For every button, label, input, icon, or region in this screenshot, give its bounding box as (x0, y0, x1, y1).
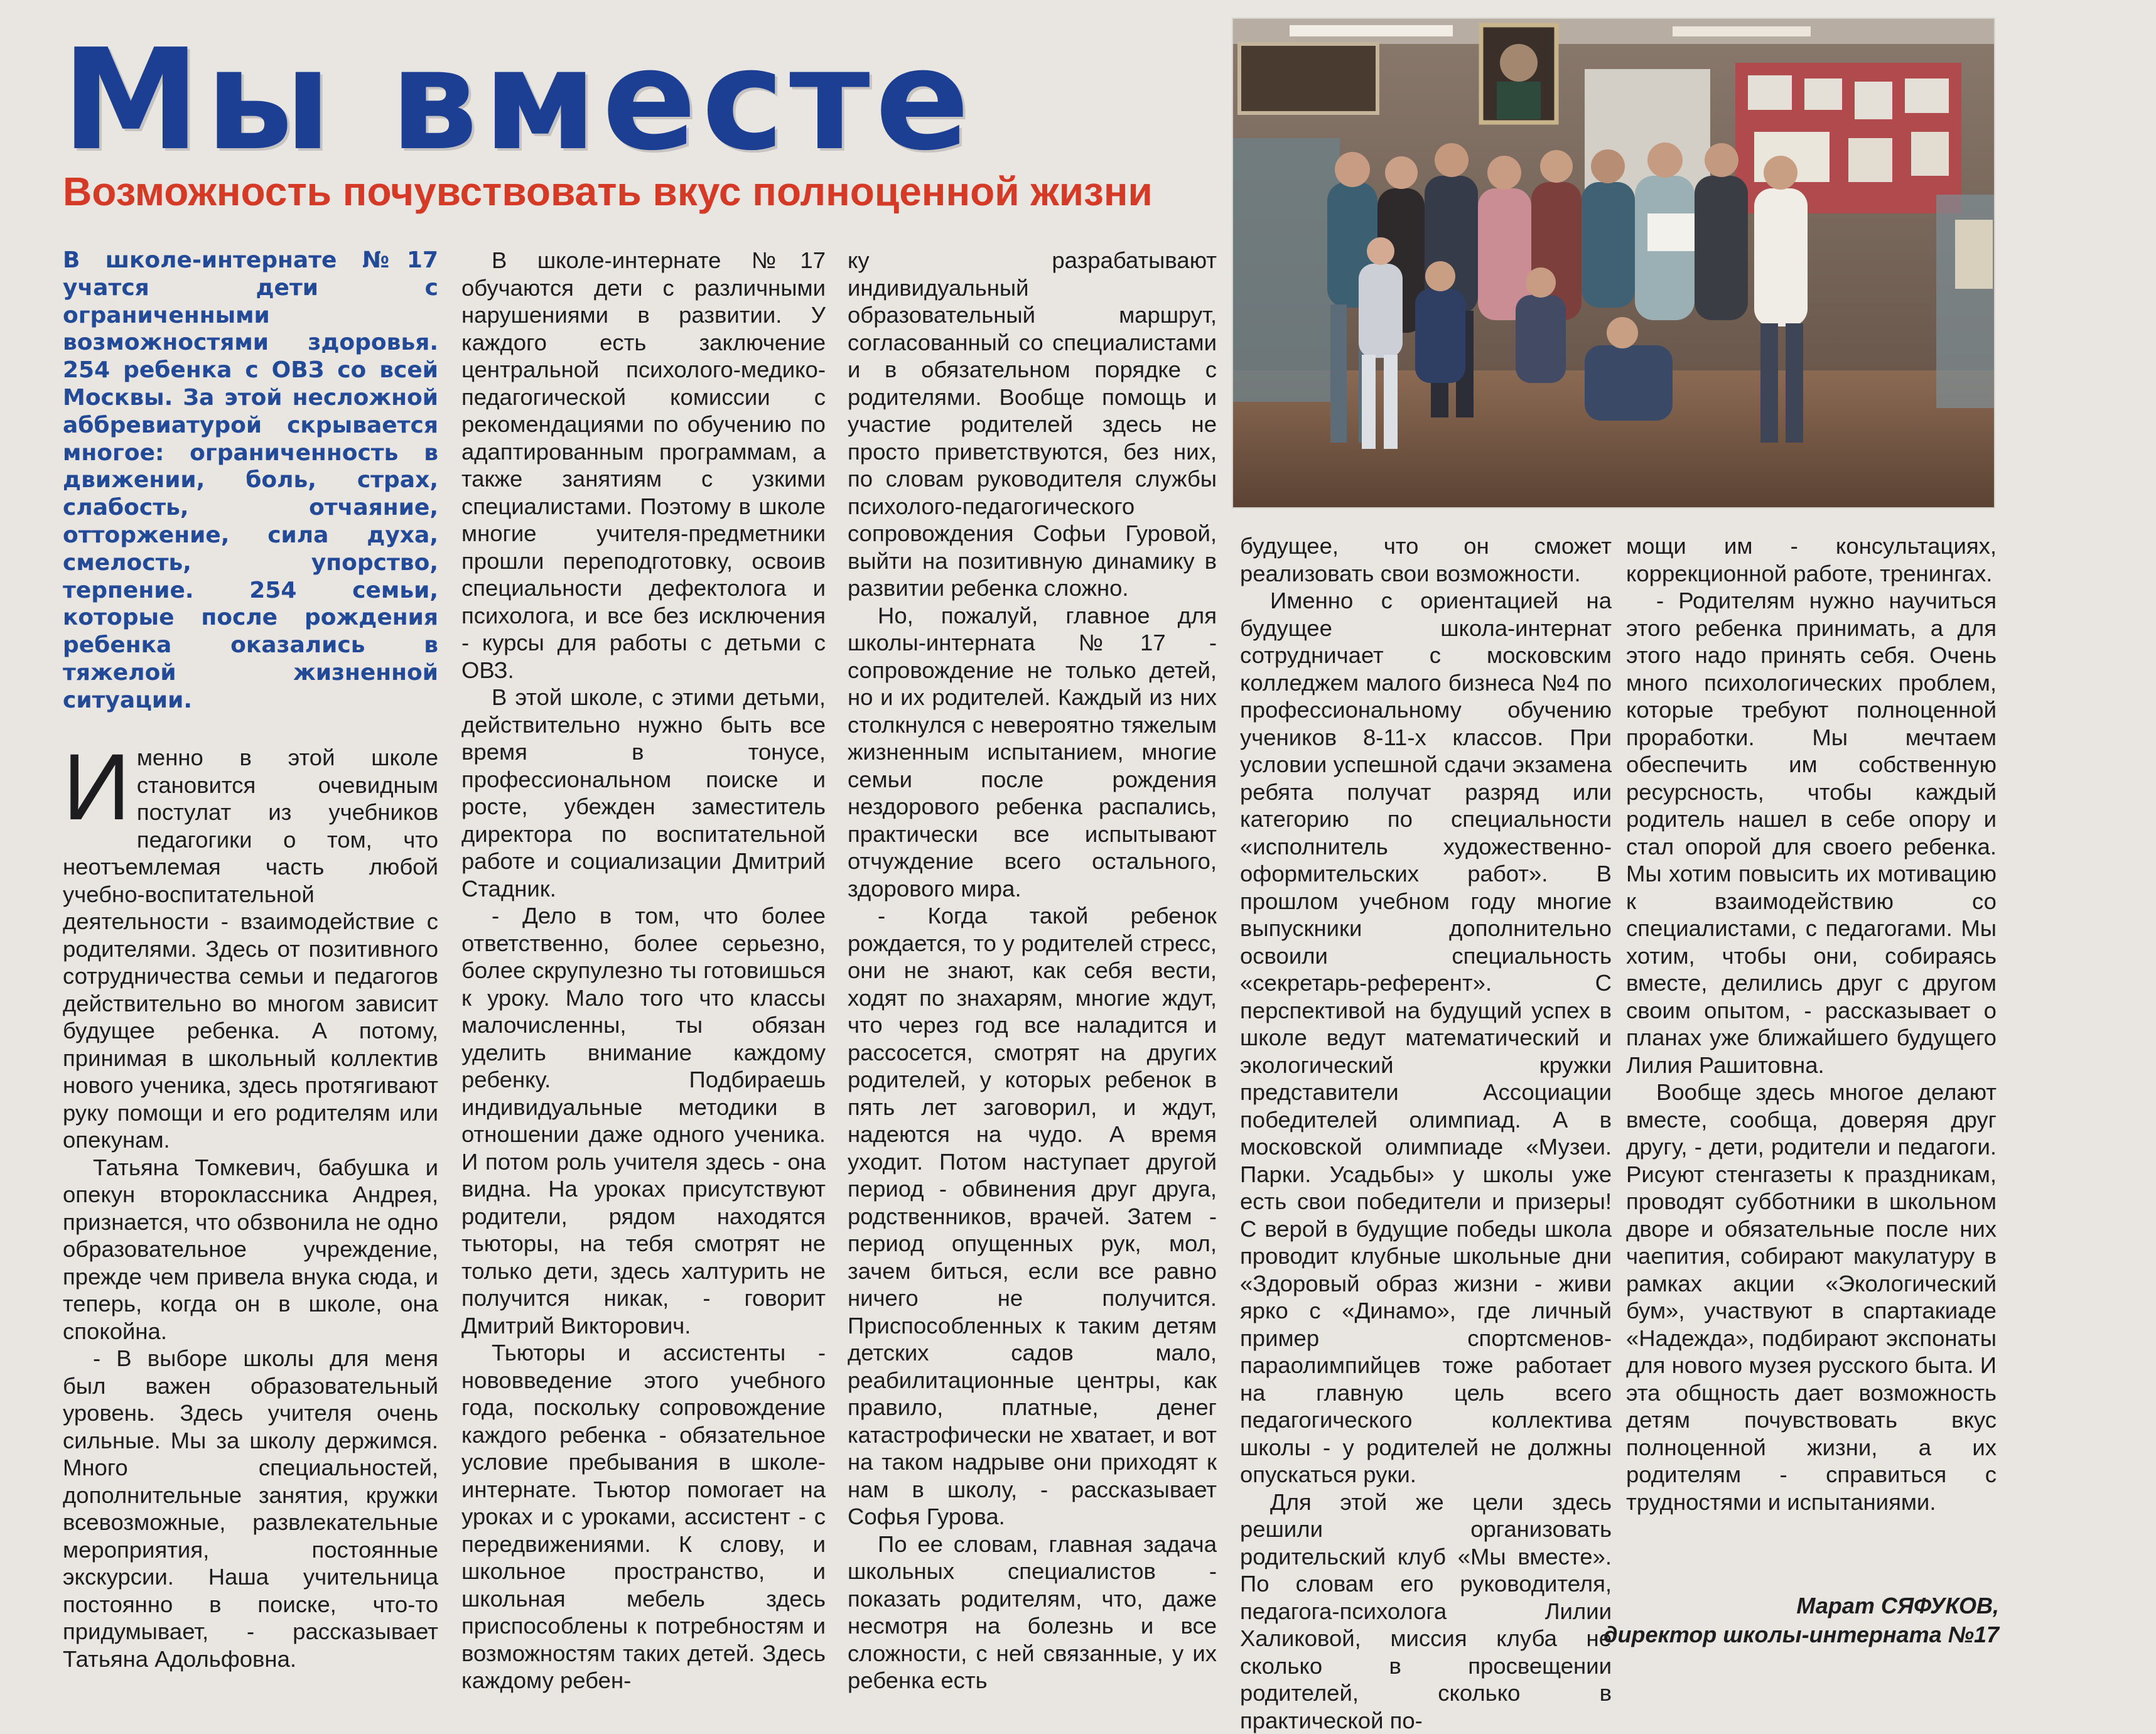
column-2-paragraph-4: Тьюторы и ассистенты - нововведение этого учебного года, поскольку сопровождение каждого ребенка - обязательное условие пребывания в школе-интернате. Тьютор помогает на уроках и с уроками, ассистент - с передвижениями. К слову, и школьное пространство, и школьная мебель здесь приспособлены к потребностям и возможностям таких детей. Здесь каждому ребен- (461, 1339, 826, 1694)
column-4 (1240, 532, 1612, 1734)
column-2-paragraph-3: - Дело в том, что более ответственно, более серьезно, более скрупулезно ты готовишься к уроку. Мало того что классы малочисленны, ты обязан уделить внимание каждому ребенку. Подбираешь индивидуальные методики в отношении даже одного ученика. И потом роль учителя здесь - она видна. На уроках присутствуют родители, рядом находятся тьюторы, на тебя смотрят не только дети, здесь халтурить не получится никак, - говорит Дмитрий Викторович. (461, 902, 826, 1339)
column-1-paragraph-1 (63, 744, 438, 1154)
drop-cap: И (63, 746, 131, 827)
column-1-paragraph-3: - В выборе школы для меня был важен образовательный уровень. Здесь учителя очень сильные. Мы за школу держимся. Много специальностей, дополнительные занятия, кружки всевозможные, развлекательные мероприятия, постоянные экскурсии. Наша учительница постоянно в поиске, что-то придумывает, - рассказывает Татьяна Адольфовна. (63, 1345, 438, 1672)
lead-paragraph: В школе-интернате №17 учатся дети с ограниченными возможностями здоровья. 254 ребенка с ОВЗ со всей Москвы. За этой несложной аббревиатурой скрывается многое: ограниченность в движении, боль, страх, слабость, отчаяние, отторжение, сила духа, смелость, упорство, терпение. 254 семьи, которые после рождения ребенка оказались в тяжелой жизненной ситуации. (63, 247, 438, 714)
headline: Мы вместе (62, 25, 974, 176)
author-signature (1604, 1591, 1999, 1649)
column-5-paragraph-3: Вообще здесь многое делают вместе, сообща, доверяя друг другу, - дети, родители и педагоги. Рисуют стенгазеты к праздникам, проводят субботники в школьном дворе и обязательные после них чаепития, собирают макулатуру в рамках акции «Экологический бум», участвуют в спартакиаде «Надежда», подбирают экспонаты для нового музея русского быта. И эта общность дает возможность детям почувствовать вкус полноценной жизни, а их родителям - справиться с трудностями и испытаниями. (1626, 1079, 1997, 1516)
column-3-paragraph-1: ку разрабатывают индивидуальный образовательный маршрут, согласованный со специалистами и в обязательном порядке с родителями. Вообще помощь и участие родителей здесь не просто приветствуются, без них, по словам руководителя службы психолого-педагогического сопровождения Софьи Гуровой, выйти на позитивную динамику в развитии ребенка сложно. (848, 247, 1217, 602)
column-1-text-1: менно в этой школе становится очевидным постулат из учебников педагогики о том, что неотъемлемая часть любой учебно-воспитательной деятельности - взаимодействие с родителями. Здесь от позитивного сотрудничества семьи и педагогов действительно во многом зависит будущее ребенка. А потому, принимая в школьный коллектив нового ученика, здесь протягивают руку помощи и его родителям или опекунам. (63, 745, 438, 1153)
group-photo (1232, 18, 1995, 509)
author-name: Марат СЯФУКОВ, (1604, 1591, 1999, 1620)
column-5-paragraph-1: мощи им - консультациях, коррекционной работе, тренингах. (1626, 532, 1997, 587)
column-5-paragraph-2: - Родителям нужно научиться этого ребенка принимать, а для этого надо принять себя. Очень много психологических проблем, которые требуют полноценной проработки. Мы мечтаем обеспечить им собственную ресурсность, чтобы каждый родитель нашел в себе опору и стал опорой для своего ребенка. Мы хотим повысить их мотивацию к взаимодействию со специалистами, с педагогами. Мы хотим, чтобы они, собираясь вместе, делились друг с другом своим опытом, - рассказывает о планах уже ближайшего будущего Лилия Рашитовна. (1626, 587, 1997, 1079)
group-photo-illustration (1233, 19, 1994, 507)
author-title: директор школы-интерната №17 (1604, 1620, 1999, 1649)
column-2-paragraph-1: В школе-интернате №17 обучаются дети с различными нарушениями в развитии. У каждого есть заключение центральной психолого-медико-педагогической комиссии с рекомендациями по обучению по адаптированным программам, а также занятиям с узкими специалистами. Поэтому в школе многие учителя-предметники прошли переподготовку, освоив специальности дефектолога и психолога, и все без исключения - курсы для работы с детьми с ОВЗ. (461, 247, 826, 684)
column-4-paragraph-3: Для этой же цели здесь решили организовать родительский клуб «Мы вместе». По словам его руководителя, педагога-психолога Лилии Халиковой, миссия клуба не сколько в просвещении родителей, сколько в практической по- (1240, 1489, 1612, 1734)
column-3 (848, 247, 1217, 1694)
column-1-paragraph-2: Татьяна Томкевич, бабушка и опекун второклассника Андрея, признается, что обзвонила не одно образовательное учреждение, прежде чем привела внука сюда, и теперь, когда он в школе, она спокойна. (63, 1154, 438, 1345)
column-4-paragraph-2: Именно с ориентацией на будущее школа-интернат сотрудничает с московским колледжем малого бизнеса №4 по профессиональному обучению учеников 8-11-х классов. При условии успешной сдачи экзамена ребята получат разряд или категорию по специальности «исполнитель художественно-оформительских работ». В прошлом учебном году многие выпускники дополнительно освоили специальность «секретарь-референт». С перспективой на будущий успех в школе ведут математический и экологический кружки представители Ассоциации победителей олимпиад. А в московской олимпиаде «Музеи. Парки. Усадьбы» у школы уже есть свои победители и призеры! С верой в будущие победы школа проводит клубные школьные дни «Здоровый образ жизни - живи ярко с «Динамо», где личный пример спортсменов-параолимпийцев тоже работает на главную цель всего педагогического коллектива школы - у родителей не должны опускаться руки. (1240, 587, 1612, 1489)
column-5 (1626, 532, 1997, 1516)
column-3-paragraph-3: - Когда такой ребенок рождается, то у родителей стресс, они не знают, как себя вести, ходят по знахарям, многие ждут, что через год все наладится и рассосется, смотрят на других родителей, у которых ребенок в пять лет заговорил, и ждут, надеются на чудо. А время уходит. Потом наступает другой период - обвинения друг друга, родственников, врачей. Затем - период опущенных рук, мол, зачем биться, если все равно ничего не получится. Приспособленных к таким детям детских садов мало, реабилитационные центры, как правило, платные, денег катастрофически не хватает, и вот на таком надрыве они приходят к нам в школу, - рассказывает Софья Гурова. (848, 902, 1217, 1531)
column-3-paragraph-4: По ее словам, главная задача школьных специалистов - показать родителям, что, даже несмотря на болезнь и все сложности, с ней связанные, у их ребенка есть (848, 1531, 1217, 1694)
column-2-paragraph-2: В этой школе, с этими детьми, действительно нужно быть все время в тонусе, профессиональном поиске и росте, убежден заместитель директора по воспитательной работе и социализации Дмитрий Стадник. (461, 684, 826, 902)
column-3-paragraph-2: Но, пожалуй, главное для школы-интерната №17 - сопровождение не только детей, но и их родителей. Каждый из них столкнулся с невероятно тяжелым жизненным испытанием, многие семьи после рождения нездорового ребенка распались, практически все испытывают отчуждение всего остального, здорового мира. (848, 602, 1217, 903)
subheadline: Возможность почувствовать вкус полноценной жизни (63, 166, 1243, 217)
column-4-paragraph-1: будущее, что он сможет реализовать свои возможности. (1240, 532, 1612, 587)
column-1 (63, 744, 438, 1672)
column-2 (461, 247, 826, 1694)
